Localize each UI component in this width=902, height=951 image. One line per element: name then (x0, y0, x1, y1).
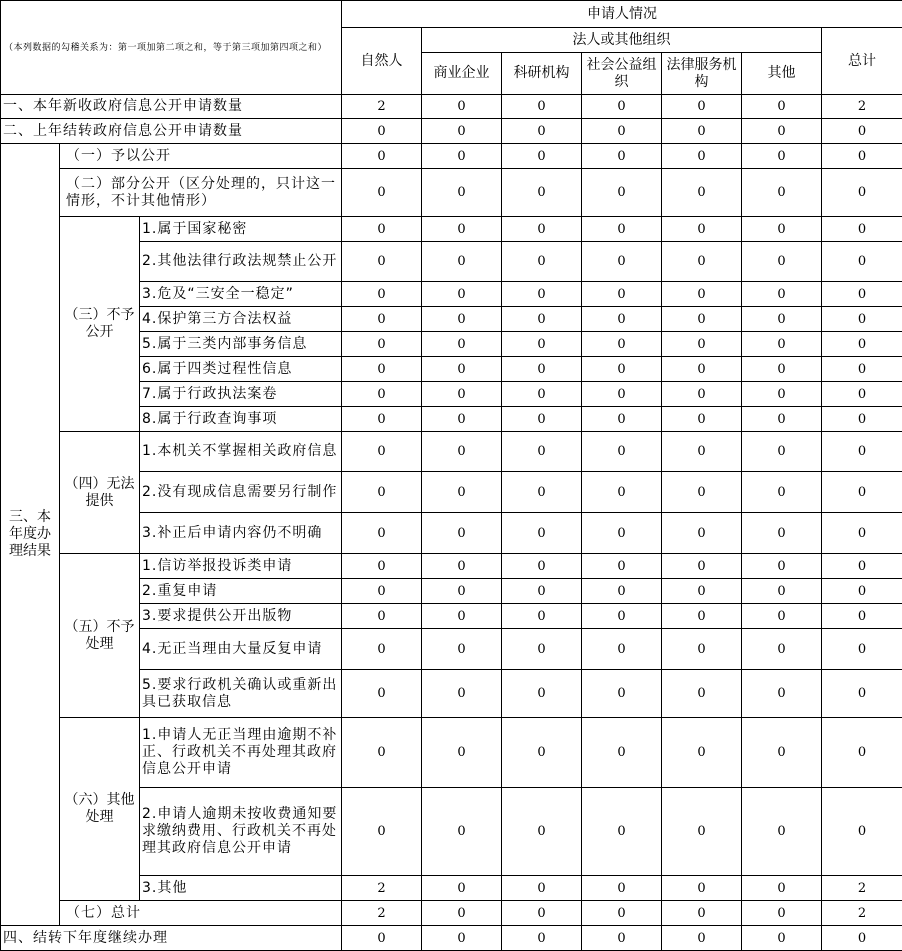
row-value: 0 (742, 407, 822, 432)
table-row (1, 144, 902, 169)
row-value: 0 (502, 242, 582, 282)
row-value: 0 (502, 604, 582, 629)
row-value: 0 (662, 307, 742, 332)
row-value: 0 (742, 332, 822, 357)
row-value: 0 (582, 579, 662, 604)
row-value: 0 (662, 119, 742, 144)
row-value: 0 (582, 169, 662, 217)
row-value: 0 (822, 472, 902, 513)
row-value: 0 (742, 144, 822, 169)
row-value: 0 (822, 926, 902, 951)
row-value: 0 (822, 282, 902, 307)
row-value: 0 (502, 432, 582, 472)
row-value: 0 (822, 407, 902, 432)
row-value: 0 (742, 382, 822, 407)
row-value: 0 (422, 604, 502, 629)
row-value: 0 (342, 472, 422, 513)
row-value: 0 (582, 282, 662, 307)
row-value: 0 (582, 629, 662, 670)
row-value: 0 (582, 432, 662, 472)
row-value: 0 (422, 432, 502, 472)
row-label: 8.属于行政查询事项 (140, 407, 342, 432)
row-value: 0 (342, 788, 422, 876)
row-value: 0 (582, 604, 662, 629)
row-value: 0 (742, 670, 822, 718)
row-value: 0 (822, 169, 902, 217)
row-value: 0 (662, 876, 742, 901)
row-value: 0 (662, 926, 742, 951)
row-value: 0 (582, 788, 662, 876)
row-value: 0 (502, 307, 582, 332)
row-value: 0 (422, 357, 502, 382)
row-value: 0 (822, 382, 902, 407)
row-label: 5.属于三类内部事务信息 (140, 332, 342, 357)
row-value: 0 (822, 579, 902, 604)
row-value: 0 (662, 357, 742, 382)
row-value: 0 (582, 144, 662, 169)
row-value: 0 (422, 472, 502, 513)
row-value: 0 (742, 95, 822, 119)
row-value: 0 (822, 629, 902, 670)
row-value: 0 (342, 513, 422, 554)
row-label: 2.其他法律行政法规禁止公开 (140, 242, 342, 282)
row-value: 0 (582, 718, 662, 788)
row-value: 0 (422, 554, 502, 579)
row-value: 0 (662, 242, 742, 282)
header-legal-service: 法律服务机构 (662, 53, 742, 95)
row-value: 0 (502, 670, 582, 718)
row-label: 四、结转下年度继续办理 (1, 926, 342, 951)
row-label: 7.属于行政执法案卷 (140, 382, 342, 407)
row-value: 0 (582, 119, 662, 144)
row-value: 0 (422, 332, 502, 357)
row-value: 0 (822, 119, 902, 144)
header-total: 总计 (822, 28, 902, 95)
row-value: 0 (342, 407, 422, 432)
row-label: （一）予以公开 (60, 144, 342, 169)
row-value: 0 (342, 579, 422, 604)
group-no-open: （三）不予公开 (60, 217, 140, 432)
row-label: 2.申请人逾期未按收费通知要求缴纳费用、行政机关不再处理其政府信息公开申请 (140, 788, 342, 876)
row-value: 0 (582, 926, 662, 951)
row-label: （七）总计 (60, 901, 342, 926)
header-applicant-situation: 申请人情况 (342, 1, 902, 28)
header-other: 其他 (742, 53, 822, 95)
row-label: 2.没有现成信息需要另行制作 (140, 472, 342, 513)
row-value: 0 (342, 432, 422, 472)
row-value: 0 (422, 307, 502, 332)
row-value: 0 (502, 554, 582, 579)
row-value: 2 (822, 95, 902, 119)
row-label: 4.保护第三方合法权益 (140, 307, 342, 332)
row-value: 0 (742, 788, 822, 876)
row-label: 一、本年新收政府信息公开申请数量 (1, 95, 342, 119)
table-row (1, 119, 902, 144)
row-value: 0 (662, 554, 742, 579)
row-value: 0 (582, 554, 662, 579)
row-value: 0 (822, 513, 902, 554)
row-label: 1.信访举报投诉类申请 (140, 554, 342, 579)
row-value: 0 (662, 144, 742, 169)
row-value: 0 (822, 307, 902, 332)
row-value: 0 (822, 242, 902, 282)
header-social-welfare: 社会公益组织 (582, 53, 662, 95)
row-value: 0 (742, 926, 822, 951)
row-value: 0 (422, 788, 502, 876)
row-value: 2 (342, 95, 422, 119)
row-value: 0 (342, 332, 422, 357)
row-label: 3.补正后申请内容仍不明确 (140, 513, 342, 554)
row-value: 0 (822, 144, 902, 169)
table-row (1, 901, 902, 926)
row-value: 0 (582, 382, 662, 407)
row-value: 0 (422, 901, 502, 926)
row-value: 0 (582, 670, 662, 718)
row-value: 2 (822, 876, 902, 901)
row-value: 0 (662, 629, 742, 670)
row-value: 0 (662, 432, 742, 472)
row-value: 0 (422, 876, 502, 901)
row-value: 0 (582, 95, 662, 119)
row-value: 0 (662, 95, 742, 119)
row-value: 0 (662, 282, 742, 307)
row-label: 5.要求行政机关确认或重新出具已获取信息 (140, 670, 342, 718)
row-value: 0 (822, 432, 902, 472)
row-value: 0 (502, 382, 582, 407)
table-row (1, 95, 902, 119)
row-value: 0 (662, 604, 742, 629)
row-value: 0 (742, 357, 822, 382)
row-value: 0 (582, 472, 662, 513)
row-value: 0 (502, 144, 582, 169)
row-value: 0 (662, 901, 742, 926)
row-value: 0 (342, 926, 422, 951)
header-natural-person: 自然人 (342, 28, 422, 95)
row-value: 0 (342, 119, 422, 144)
row-value: 0 (342, 282, 422, 307)
row-value: 0 (502, 926, 582, 951)
row-label: 1.申请人无正当理由逾期不补正、行政机关不再处理其政府信息公开申请 (140, 718, 342, 788)
row-value: 0 (342, 217, 422, 242)
row-value: 0 (822, 332, 902, 357)
row-value: 0 (502, 282, 582, 307)
row-value: 0 (342, 357, 422, 382)
row-value: 0 (582, 332, 662, 357)
row-value: 0 (662, 169, 742, 217)
row-value: 0 (502, 119, 582, 144)
table-row (1, 554, 902, 579)
row-value: 0 (422, 926, 502, 951)
row-value: 0 (502, 513, 582, 554)
row-value: 0 (422, 718, 502, 788)
row-value: 0 (662, 670, 742, 718)
row-value: 0 (582, 407, 662, 432)
row-value: 0 (662, 579, 742, 604)
row-value: 2 (822, 901, 902, 926)
header-row-1 (1, 1, 902, 28)
row-value: 0 (502, 332, 582, 357)
row-value: 0 (662, 472, 742, 513)
row-value: 0 (822, 604, 902, 629)
row-value: 0 (422, 144, 502, 169)
row-value: 0 (742, 282, 822, 307)
row-value: 2 (342, 876, 422, 901)
row-value: 0 (342, 144, 422, 169)
row-value: 0 (422, 217, 502, 242)
row-label: 3.其他 (140, 876, 342, 901)
row-value: 0 (742, 718, 822, 788)
row-value: 2 (342, 901, 422, 926)
row-value: 0 (742, 629, 822, 670)
row-value: 0 (822, 670, 902, 718)
row-value: 0 (582, 901, 662, 926)
row-value: 0 (582, 242, 662, 282)
group-cannot-provide: （四）无法提供 (60, 432, 140, 554)
row-value: 0 (582, 217, 662, 242)
row-value: 0 (742, 901, 822, 926)
row-value: 0 (342, 670, 422, 718)
row-value: 0 (822, 357, 902, 382)
row-value: 0 (342, 718, 422, 788)
row-value: 0 (342, 382, 422, 407)
row-label: 3.要求提供公开出版物 (140, 604, 342, 629)
row-value: 0 (342, 169, 422, 217)
row-value: 0 (742, 604, 822, 629)
row-value: 0 (342, 242, 422, 282)
row-value: 0 (582, 357, 662, 382)
row-value: 0 (742, 242, 822, 282)
header-note: （本列数据的勾稽关系为：第一项加第二项之和，等于第三项加第四项之和） (1, 1, 342, 95)
row-label: 二、上年结转政府信息公开申请数量 (1, 119, 342, 144)
row-value: 0 (662, 718, 742, 788)
header-research: 科研机构 (502, 53, 582, 95)
row-value: 0 (502, 95, 582, 119)
row-value: 0 (582, 876, 662, 901)
row-label: 1.属于国家秘密 (140, 217, 342, 242)
row-value: 0 (502, 217, 582, 242)
row-value: 0 (422, 629, 502, 670)
row-value: 0 (742, 579, 822, 604)
row-value: 0 (822, 788, 902, 876)
row-label: 3.危及“三安全一稳定” (140, 282, 342, 307)
row-value: 0 (422, 670, 502, 718)
row-value: 0 (502, 169, 582, 217)
row-value: 0 (502, 901, 582, 926)
row-label: 1.本机关不掌握相关政府信息 (140, 432, 342, 472)
row-value: 0 (342, 629, 422, 670)
header-legal-group: 法人或其他组织 (422, 28, 822, 53)
group-other-process: （六）其他处理 (60, 718, 140, 901)
header-commercial: 商业企业 (422, 53, 502, 95)
row-value: 0 (742, 876, 822, 901)
row-label: 4.无正当理由大量反复申请 (140, 629, 342, 670)
row-value: 0 (422, 95, 502, 119)
row-value: 0 (422, 579, 502, 604)
row-value: 0 (582, 513, 662, 554)
group-result-year: 三、本年度办理结果 (1, 144, 60, 926)
row-value: 0 (582, 307, 662, 332)
row-value: 0 (742, 554, 822, 579)
row-value: 0 (502, 788, 582, 876)
row-value: 0 (422, 513, 502, 554)
table-row (1, 217, 902, 242)
table-row (1, 432, 902, 472)
table-row (1, 926, 902, 951)
row-value: 0 (502, 718, 582, 788)
row-value: 0 (502, 357, 582, 382)
row-value: 0 (422, 382, 502, 407)
table-row (1, 718, 902, 788)
row-value: 0 (342, 307, 422, 332)
row-value: 0 (742, 169, 822, 217)
row-value: 0 (422, 119, 502, 144)
row-value: 0 (662, 332, 742, 357)
row-value: 0 (742, 432, 822, 472)
table-body (1, 1, 902, 951)
group-no-process: （五）不予处理 (60, 554, 140, 718)
row-value: 0 (422, 282, 502, 307)
row-label: 6.属于四类过程性信息 (140, 357, 342, 382)
row-value: 0 (742, 307, 822, 332)
row-value: 0 (502, 472, 582, 513)
row-value: 0 (662, 513, 742, 554)
row-value: 0 (502, 407, 582, 432)
row-value: 0 (422, 242, 502, 282)
row-value: 0 (502, 579, 582, 604)
row-value: 0 (742, 217, 822, 242)
row-value: 0 (742, 472, 822, 513)
row-value: 0 (822, 554, 902, 579)
row-value: 0 (502, 876, 582, 901)
row-value: 0 (422, 407, 502, 432)
row-value: 0 (662, 788, 742, 876)
row-value: 0 (662, 382, 742, 407)
row-value: 0 (822, 718, 902, 788)
row-value: 0 (342, 554, 422, 579)
table-row (1, 169, 902, 217)
row-value: 0 (502, 629, 582, 670)
row-value: 0 (422, 169, 502, 217)
row-value: 0 (742, 513, 822, 554)
row-value: 0 (662, 217, 742, 242)
row-value: 0 (742, 119, 822, 144)
row-label: （二）部分公开（区分处理的，只计这一情形，不计其他情形） (60, 169, 342, 217)
row-value: 0 (342, 604, 422, 629)
row-value: 0 (822, 217, 902, 242)
row-label: 2.重复申请 (140, 579, 342, 604)
row-value: 0 (662, 407, 742, 432)
